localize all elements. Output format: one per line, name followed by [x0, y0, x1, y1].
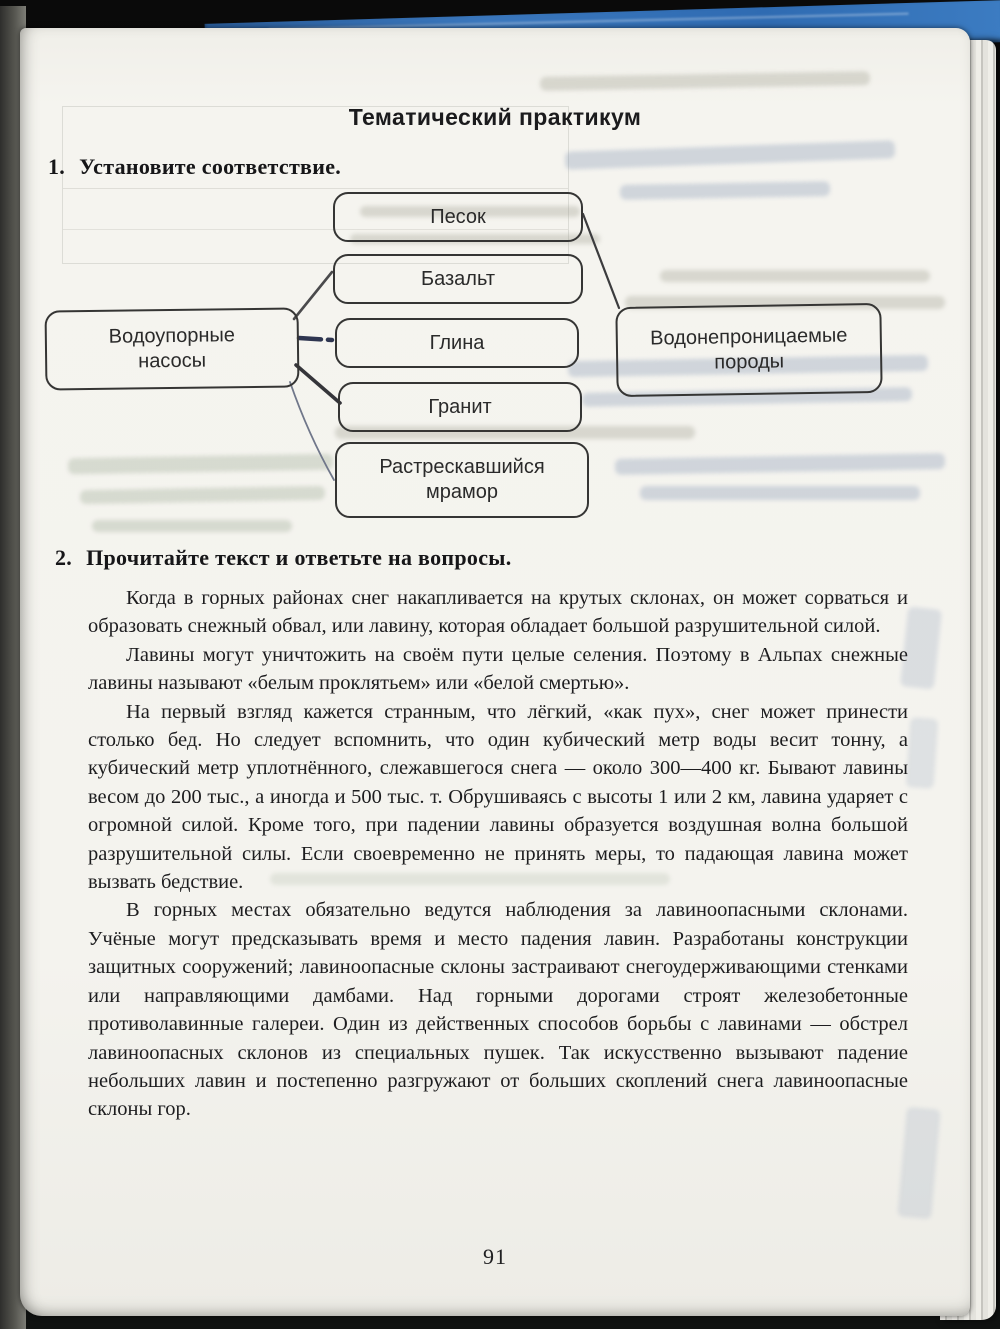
- task1-instruction: Установите соответствие.: [79, 154, 342, 179]
- bleed-through-mark: [615, 453, 945, 475]
- reading-text: [88, 584, 908, 1124]
- task2-number: 2.: [55, 545, 73, 570]
- bleed-through-mark: [540, 71, 870, 91]
- paragraph: Лавины могут уничтожить на своём пути целые селения. Поэтому в Альпах снежные лавины называют «белым проклятьем» или «белой смертью».: [88, 643, 908, 695]
- node-item-bazalt: Базальт: [333, 254, 583, 304]
- node-item-mramor-label: Растрескавшийся мрамор: [379, 456, 545, 503]
- edge-left-to-granit: [296, 365, 340, 403]
- page-number: 91: [483, 1244, 507, 1269]
- node-item-pesok: Песок: [333, 192, 583, 242]
- node-right-label: Водонепроницаемые породы: [650, 324, 848, 374]
- task2-heading: [55, 545, 512, 571]
- edge-pesok-to-right: [583, 214, 619, 308]
- node-right: [615, 303, 882, 397]
- task1-heading: [48, 154, 341, 180]
- task1-number: 1.: [48, 154, 66, 179]
- node-item-glina: Глина: [335, 318, 579, 368]
- bleed-through-mark: [660, 270, 930, 282]
- bleed-through-mark: [92, 520, 292, 532]
- node-left-label: Водоупорные насосы: [108, 324, 236, 373]
- paragraph: На первый взгляд кажется странным, что лёгкий, «как пух», снег может принести столько бед. Но следует вспомнить, что один кубический метр воды весит тонну, а кубический метр уплотнённого, слежавшегося снега — около 300—400 кг. Бывают лавины весом до 200 тыс., а иногда и 500 тыс. т. Обрушиваясь с высоты 1 или 2 км, лавина ударяет с огромной силой. Кроме того, при падении лавины образуется воздушная волна большой разрушительной силы. Если своевременно не принять меры, то падающая лавина может вызвать бедствие.: [88, 700, 908, 894]
- bleed-through-mark: [640, 486, 920, 500]
- node-left: [45, 307, 300, 390]
- bleed-through-mark: [80, 486, 325, 504]
- workbook-page: [20, 28, 970, 1316]
- bleed-through-mark: [565, 140, 895, 170]
- task2-instruction: Прочитайте текст и ответьте на вопросы.: [86, 545, 512, 570]
- bleed-through-mark: [906, 717, 939, 789]
- node-item-mramor: [335, 442, 589, 518]
- page-title: Тематический практикум: [348, 104, 642, 130]
- edge-left-to-bazalt: [294, 272, 332, 319]
- node-item-granit: Гранит: [338, 382, 582, 432]
- bleed-through-mark: [68, 454, 333, 475]
- paragraph: В горных местах обязательно ведутся наблюдения за лавиноопасными склонами. Учёные могут предсказывать время и место падения лавин. Разработаны конструкции защитных сооружений; лавиноопасные склоны застраивают снегоудерживающими стенками или направляющими дамбами. Над горными дорогами строят железобетонные противолавинные галереи. Один из действенных способов борьбы с лавинами — обстрел лавиноопасных склонов из специальных пушек. Так искусственно вызывают падение небольших лавин и постепенно разгружают от больших скоплений снега лавиноопасные склоны гор.: [88, 899, 908, 1121]
- edge-left-to-mramor: [290, 382, 334, 480]
- bleed-through-mark: [620, 181, 830, 200]
- edge-left-to-glina: [299, 338, 332, 340]
- paragraph: Когда в горных районах снег накапливается на крутых склонах, он может сорваться и образовать снежный обвал, или лавину, которая обладает большой разрушительной силой.: [88, 587, 908, 638]
